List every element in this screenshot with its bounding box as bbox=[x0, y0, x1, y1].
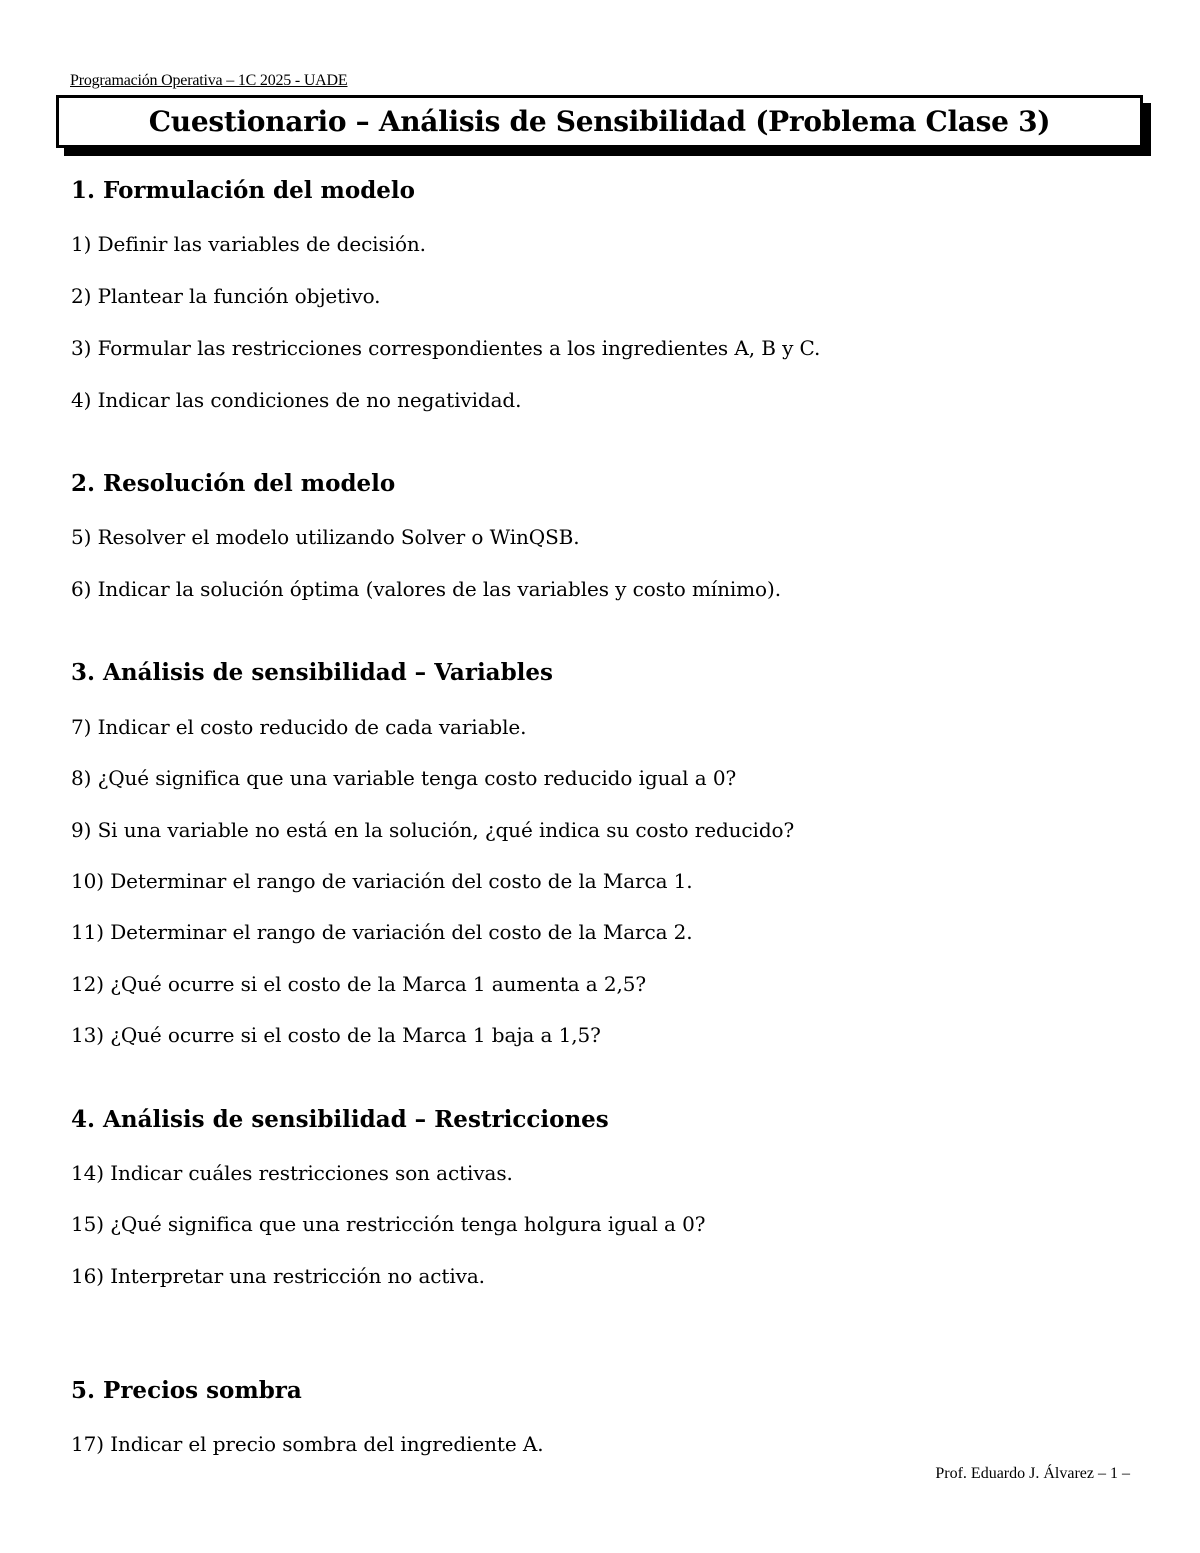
question-12: 12) ¿Qué ocurre si el costo de la Marca 1 aumenta a 2,5? bbox=[71, 972, 647, 996]
section-heading-restricciones: 4. Análisis de sensibilidad – Restricciones bbox=[71, 1106, 609, 1133]
question-8: 8) ¿Qué significa que una variable tenga costo reducido igual a 0? bbox=[71, 766, 737, 790]
course-header: Programación Operativa – 1C 2025 - UADE bbox=[70, 72, 348, 89]
question-14: 14) Indicar cuáles restricciones son activas. bbox=[71, 1161, 513, 1185]
question-2: 2) Plantear la función objetivo. bbox=[71, 284, 381, 308]
question-10: 10) Determinar el rango de variación del costo de la Marca 1. bbox=[71, 869, 693, 893]
section-heading-variables: 3. Análisis de sensibilidad – Variables bbox=[71, 659, 553, 686]
section-heading-formulacion: 1. Formulación del modelo bbox=[71, 177, 415, 204]
question-5: 5) Resolver el modelo utilizando Solver o WinQSB. bbox=[71, 525, 580, 549]
document-title: Cuestionario – Análisis de Sensibilidad (Problema Clase 3) bbox=[148, 105, 1051, 138]
question-17: 17) Indicar el precio sombra del ingrediente A. bbox=[71, 1432, 544, 1456]
question-9: 9) Si una variable no está en la solución, ¿qué indica su costo reducido? bbox=[71, 818, 795, 842]
question-11: 11) Determinar el rango de variación del costo de la Marca 2. bbox=[71, 920, 693, 944]
question-1: 1) Definir las variables de decisión. bbox=[71, 232, 426, 256]
section-heading-precios-sombra: 5. Precios sombra bbox=[71, 1377, 302, 1404]
question-13: 13) ¿Qué ocurre si el costo de la Marca 1 baja a 1,5? bbox=[71, 1023, 601, 1047]
question-15: 15) ¿Qué significa que una restricción tenga holgura igual a 0? bbox=[71, 1212, 706, 1236]
question-3: 3) Formular las restricciones correspondientes a los ingredientes A, B y C. bbox=[71, 336, 821, 360]
question-4: 4) Indicar las condiciones de no negatividad. bbox=[71, 388, 522, 412]
question-16: 16) Interpretar una restricción no activa. bbox=[71, 1264, 485, 1288]
question-6: 6) Indicar la solución óptima (valores de las variables y costo mínimo). bbox=[71, 577, 781, 601]
section-heading-resolucion: 2. Resolución del modelo bbox=[71, 470, 396, 497]
footer-author-page: Prof. Eduardo J. Álvarez – 1 – bbox=[935, 1465, 1130, 1482]
title-box bbox=[56, 95, 1143, 148]
question-7: 7) Indicar el costo reducido de cada variable. bbox=[71, 715, 527, 739]
